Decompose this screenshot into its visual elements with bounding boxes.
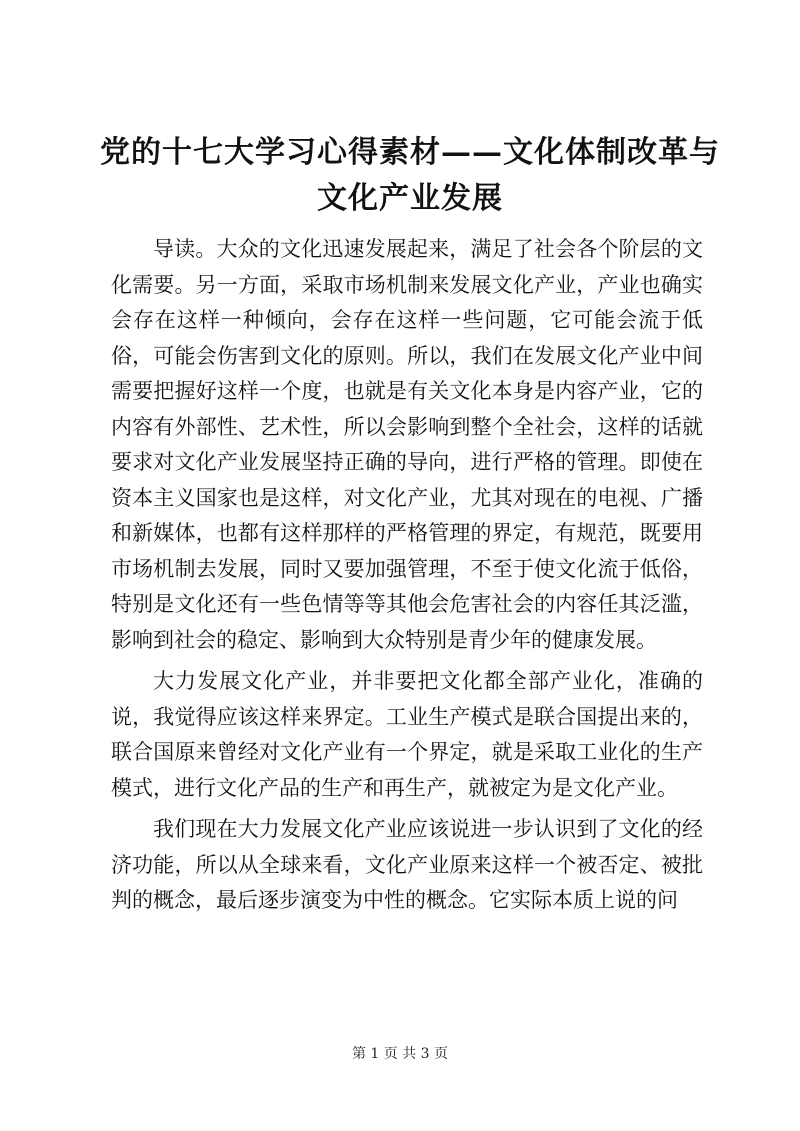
title-line-2: 文化产业发展	[317, 181, 503, 216]
paragraph-definition: 大力发展文化产业，并非要把文化都全部产业化，准确的说，我觉得应该这样来界定。工业生产模式是联合国提出来的，联合国原来曾经对文化产业有一个界定，就是采取工业化的生产模式，进行文化产品的生产和再生产，就被定为是文化产业。	[111, 669, 703, 800]
document-body	[111, 232, 703, 925]
paragraph-economic-function: 我们现在大力发展文化产业应该说进一步认识到了文化的经济功能，所以从全球来看，文化产业原来这样一个被否定、被批判的概念，最后逐步演变为中性的概念。它实际本质上说的问	[111, 817, 703, 912]
page-footer: 第 1 页 共 3 页	[351, 1046, 449, 1062]
document-title	[100, 130, 720, 222]
paragraph-intro: 导读。大众的文化迅速发展起来，满足了社会各个阶层的文化需要。另一方面，采取市场机制来发展文化产业，产业也确实会存在这样一种倾向，会存在这样一些问题，它可能会流于低俗，可能会伤害到文化的原则。所以，我们在发展文化产业中间需要把握好这样一个度，也就是有关文化本身是内容产业，它的内容有外部性、艺术性，所以会影响到整个全社会，这样的话就要求对文化产业发展坚持正确的导向，进行严格的管理。即使在资本主义国家也是这样，对文化产业，尤其对现在的电视、广播和新媒体，也都有这样那样的严格管理的界定，有规范，既要用市场机制去发展，同时又要加强管理，不至于使文化流于低俗，特别是文化还有一些色情等等其他会危害社会的内容任其泛滥，影响到社会的稳定、影响到大众特别是青少年的健康发展。	[111, 237, 703, 652]
title-line-1: 党的十七大学习心得素材——文化体制改革与	[100, 135, 720, 170]
